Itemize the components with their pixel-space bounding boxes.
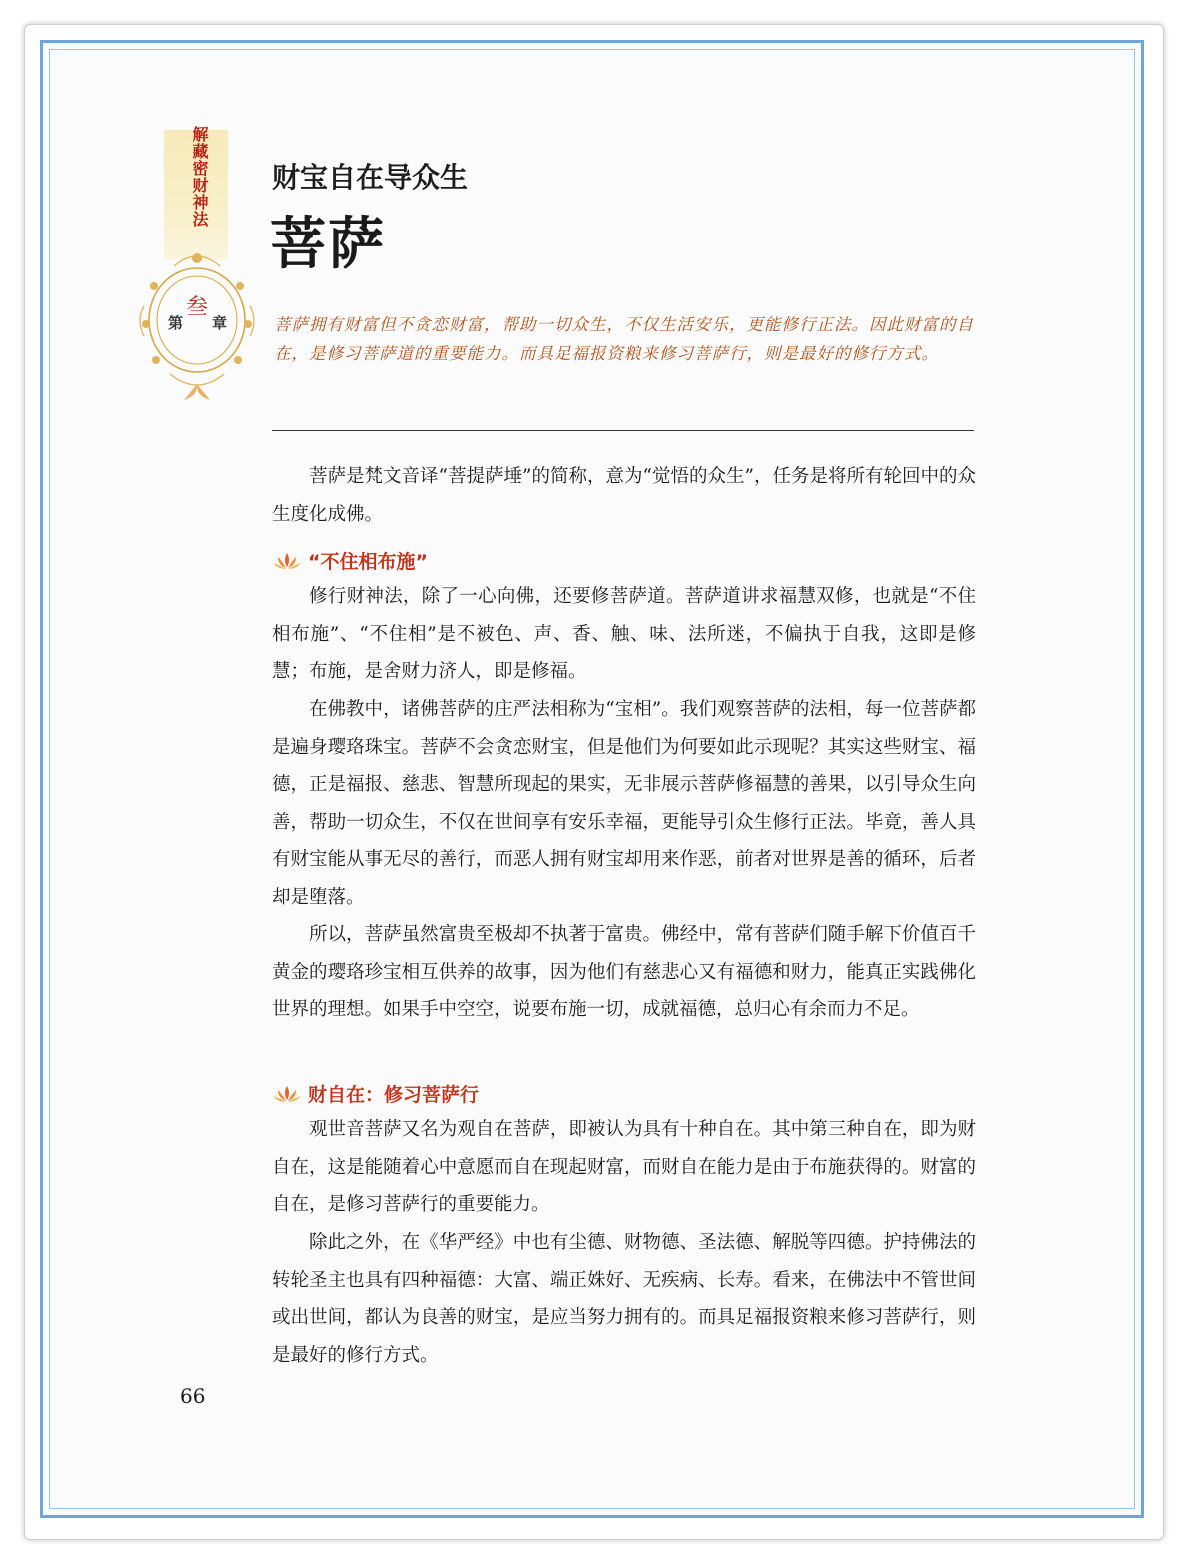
paragraph-1: 菩萨是梵文音译“菩提萨埵”的简称，意为“觉悟的众生”，任务是将所有轮回中的众生度化成佛。 [272,466,976,525]
page-title: 菩萨 [270,211,386,277]
page-number: 66 [180,1384,206,1408]
lotus-icon [272,1084,302,1104]
chapter-suffix: 章 [212,314,228,332]
chapter-number: 叁 [186,295,209,320]
header-divider [272,430,974,431]
intro-summary: 菩萨拥有财富但不贪恋财富，帮助一切众生，不仅生活安乐，更能修行正法。因此财富的自在，是修习菩萨道的重要能力。而具足福报资粮来修习菩萨行，则是最好的修行方式。 [274,315,974,363]
section-heading-2-text: 财自在：修习菩萨行 [308,1084,480,1106]
page-subtitle: 财宝自在导众生 [272,161,469,194]
lotus-icon [272,551,302,571]
paragraph-5: 观世音菩萨又名为观自在菩萨，即被认为具有十种自在。其中第三种自在，即为财自在，这是能随着心中意愿而自在现起财富，而财自在能力是由于布施获得的。财富的自在，是修习菩萨行的重要能力。 [272,1119,976,1216]
chapter-prefix: 第 [168,314,184,332]
paragraph-3: 在佛教中，诸佛菩萨的庄严法相称为“宝相”。我们观察菩萨的法相，每一位菩萨都是遍身璎珞珠宝。菩萨不会贪恋财宝，但是他们为何要如此示现呢？其实这些财宝、福德，正是福报、慈悲、智慧所现起的果实，无非展示菩萨修福慧的善果，以引导众生向善，帮助一切众生，不仅在世间享有安乐幸福，更能导引众生修行正法。毕竟，善人具有财宝能从事无尽的善行，而恶人拥有财宝却用来作恶，前者对世界是善的循环，后者却是堕落。 [272,699,976,908]
side-tab-label: 解藏密财神法 [190,126,209,228]
paragraph-6: 除此之外，在《华严经》中也有尘德、财物德、圣法德、解脱等四德。护持佛法的转轮圣主也具有四种福德：大富、端正姝好、无疾病、长寿。看来，在佛法中不管世间或出世间，都认为良善的财宝，是应当努力拥有的。而具足福报资粮来修习菩萨行，则是最好的修行方式。 [272,1232,976,1366]
paragraph-4: 所以，菩萨虽然富贵至极却不执著于富贵。佛经中，常有菩萨们随手解下价值百千黄金的璎珞珍宝相互供养的故事，因为他们有慈悲心又有福德和财力，能真正实践佛化世界的理想。如果手中空空，说要布施一切，成就福德，总归心有余而力不足。 [272,924,976,1021]
paragraph-2: 修行财神法，除了一心向佛，还要修菩萨道。菩萨道讲求福慧双修，也就是“不住相布施”、“不住相”是不被色、声、香、触、味、法所迷，不偏执于自我，这即是修慧；布施，是舍财力济人，即是修福。 [272,586,976,683]
section-heading-1-text: “不住相布施” [308,551,428,573]
